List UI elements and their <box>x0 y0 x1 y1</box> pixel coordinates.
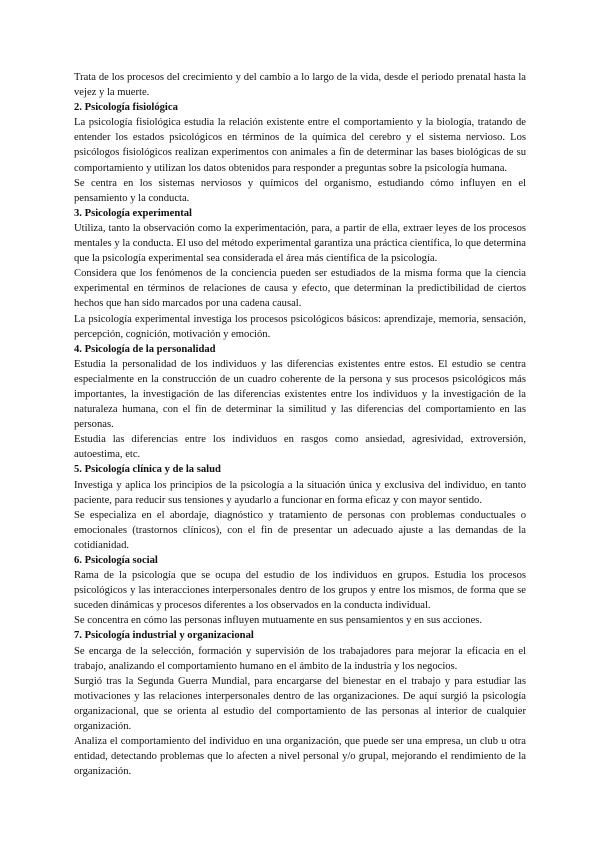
section-paragraph: Se especializa en el abordaje, diagnóstico y tratamiento de personas con problemas conductuales o emocionales (trastornos clínicos), con el fin de presentar un adecuado ajuste a las demandas de la cotidianidad. <box>74 509 526 551</box>
section-paragraph: Surgió tras la Segunda Guerra Mundial, para encargarse del bienestar en el trabajo y para estudiar las motivaciones y las relaciones interpersonales dentro de las organizaciones. De aquí surgió la psicología organizacional, que se orienta al estudio del comportamiento de las personas al interior de cualquier organización. <box>74 675 526 733</box>
section-paragraph: Rama de la psicología que se ocupa del estudio de los individuos en grupos. Estudia los procesos psicológicos y las interacciones interpersonales dentro de los grupos y entre los mismos, de forma que se suceden dinámicas y procesos diferentes a los observados en la conducta individual. <box>74 570 526 612</box>
section-paragraph: Estudia la personalidad de los individuos y las diferencias existentes entre estos. El estudio se centra especialmente en la construcción de un cuadro coherente de la persona y sus procesos psicológicos más importantes, la investigación de las diferencias existentes entre los individuos y la investigación de la naturaleza humana, con el fin de determinar la similitud y las diferencias del comportamiento en las personas. <box>74 358 526 431</box>
section-paragraph: La psicología experimental investiga los procesos psicológicos básicos: aprendizaje, memoria, sensación, percepción, cognición, motivación y emoción. <box>74 313 526 340</box>
section-heading: 4. Psicología de la personalidad <box>74 343 216 355</box>
intro-paragraph: Trata de los procesos del crecimiento y del cambio a lo largo de la vida, desde el periodo prenatal hasta la vejez y la muerte. <box>74 72 526 99</box>
document-body <box>74 70 526 779</box>
section-paragraph: Estudia las diferencias entre los individuos en rasgos como ansiedad, agresividad, extroversión, autoestima, etc. <box>74 434 526 461</box>
section-heading: 3. Psicología experimental <box>74 207 192 219</box>
section-heading: 6. Psicología social <box>74 555 158 566</box>
section-heading: 5. Psicología clínica y de la salud <box>74 464 221 476</box>
section-paragraph: Se concentra en cómo las personas influyen mutuamente en sus pensamientos y en sus acciones. <box>74 615 483 627</box>
section-paragraph: Investiga y aplica los principios de la psicología a la situación única y exclusiva del individuo, en tanto paciente, para reducir sus tensiones y ayudarlo a funcionar en forma eficaz y con mayor sentido. <box>74 479 526 506</box>
section-paragraph: Considera que los fenómenos de la conciencia pueden ser estudiados de la misma forma que la ciencia experimental en términos de relaciones de causa y efecto, que determinan la predictibilidad de ciertos hechos que han sido marcados por una cadena causal. <box>74 268 526 310</box>
section-heading: 2. Psicología fisiológica <box>74 102 178 114</box>
section-heading: 7. Psicología industrial y organizacional <box>74 630 254 642</box>
section-paragraph: Analiza el comportamiento del individuo en una organización, que puede ser una empresa, un club u otra entidad, detectando problemas que lo afecten a nivel personal y/o grupal, mejorando el rendimiento de la organización. <box>74 736 526 778</box>
section-paragraph: Se encarga de la selección, formación y supervisión de los trabajadores para mejorar la eficacia en el trabajo, analizando el comportamiento humano en el ámbito de la industria y los negocios. <box>74 645 526 672</box>
section-paragraph: Utiliza, tanto la observación como la experimentación, para, a partir de ella, extraer leyes de los procesos mentales y la conducta. El uso del método experimental garantiza una práctica científica, lo que determina que la psicología experimental sea considerada el área más científica de la psicología. <box>74 222 526 265</box>
section-paragraph: La psicología fisiológica estudia la relación existente entre el comportamiento y la biología, tratando de entender los estados psicológicos en términos de la química del cerebro y el sistema nervioso. Los psicólogos fisiológicos realizan experimentos con animales a fin de determinar las bases biológicas de su comportamiento y utilizan los datos obtenidos para responder a preguntas sobre la psicología humana. <box>74 117 526 174</box>
section-paragraph: Se centra en los sistemas nerviosos y químicos del organismo, estudiando cómo influyen en el pensamiento y la conducta. <box>74 177 526 204</box>
